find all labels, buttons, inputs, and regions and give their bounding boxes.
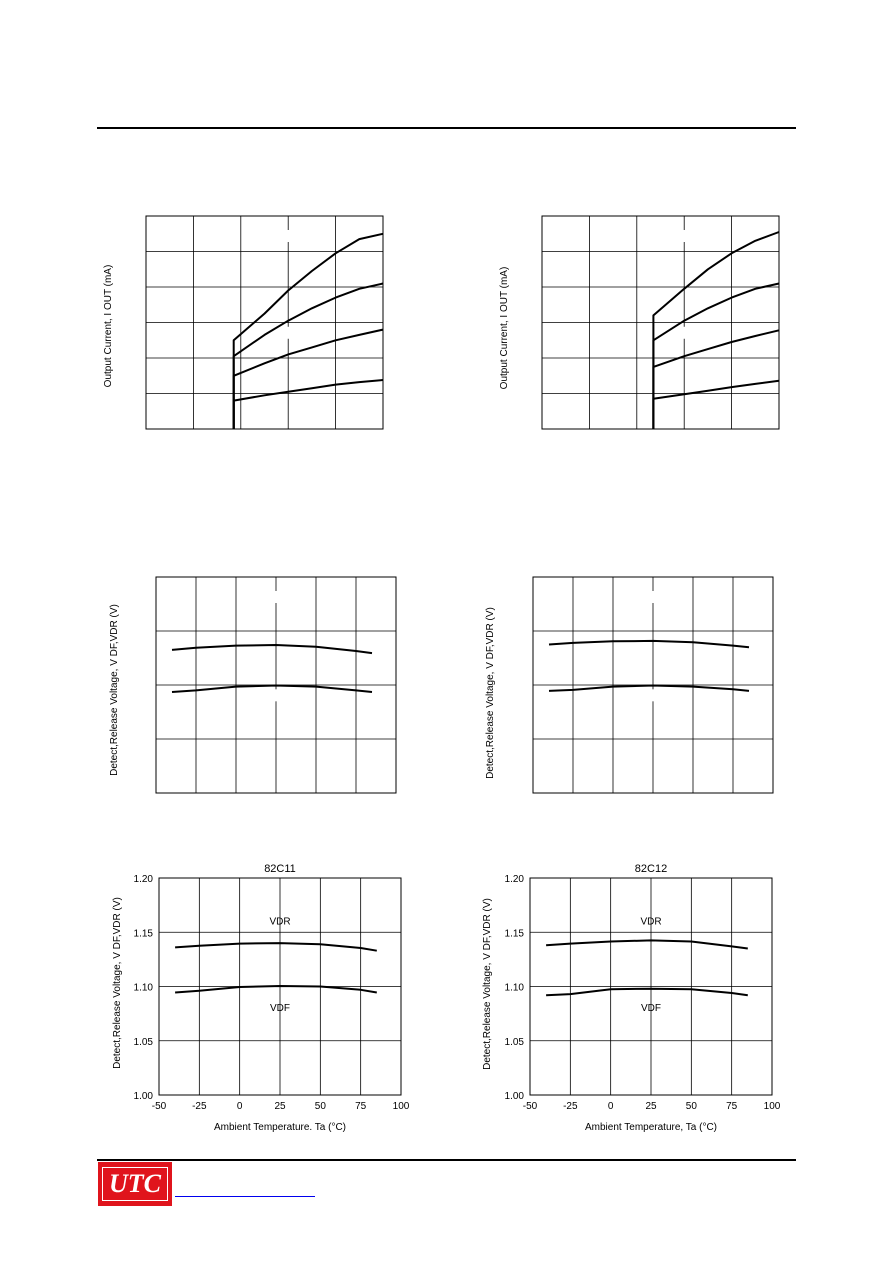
chart-1-break (285, 327, 291, 339)
chart-2-break (681, 230, 687, 242)
chart-1-series-3-line (234, 330, 383, 429)
chart-6-series-2-line (546, 989, 748, 996)
chart-6-x-tick-label: 75 (726, 1101, 738, 1112)
chart-3-break (273, 591, 279, 603)
chart-6-y-axis-label: Detect,Release Voltage, V DF,VDR (V) (482, 898, 493, 1070)
chart-3-break (273, 689, 279, 701)
chart-5-x-tick-label: 25 (274, 1101, 286, 1112)
chart-6-y-tick-label: 1.10 (504, 982, 524, 994)
chart-6-annotation: VDR (640, 916, 662, 928)
chart-4-break (650, 689, 656, 701)
chart-1-y-axis-label: Output Current, I OUT (mA) (103, 264, 114, 388)
chart-1-break (285, 230, 291, 242)
chart-2-series-4-line (653, 381, 779, 429)
chart-2-break (681, 327, 687, 339)
chart-6-series-1-line (546, 940, 748, 948)
chart-5-y-tick-label: 1.10 (133, 982, 153, 994)
website-link[interactable] (175, 1196, 315, 1197)
chart-6-y-tick-label: 1.00 (504, 1091, 524, 1102)
chart-6-x-tick-label: 50 (685, 1101, 697, 1112)
chart-6-x-tick-label: 100 (763, 1101, 781, 1112)
chart-5-annotation: VDR (269, 916, 291, 928)
utc-logo-text: UTC (109, 1169, 161, 1198)
chart-1-series-4-line (234, 380, 383, 429)
chart-3-y-axis-label: Detect,Release Voltage, V DF,VDR (V) (109, 604, 120, 776)
chart-5-series-2-line (175, 986, 377, 993)
chart-5-x-tick-label: -25 (192, 1101, 207, 1112)
chart-1-series-1-line (234, 234, 383, 429)
chart-5-title: 82C11 (264, 863, 296, 875)
chart-3-series-1-line (172, 645, 372, 653)
chart-6-y-tick-label: 1.15 (504, 928, 524, 940)
chart-5-x-tick-label: 50 (314, 1101, 326, 1112)
chart-5-y-tick-label: 1.20 (133, 874, 153, 885)
chart-6-annotation: VDF (641, 1003, 661, 1015)
chart-3-series-2-line (172, 686, 372, 693)
chart-5-x-tick-label: 75 (355, 1101, 367, 1112)
chart-4-y-axis-label: Detect,Release Voltage, V DF,VDR (V) (485, 607, 496, 779)
utc-logo-frame (102, 1167, 168, 1201)
chart-5-x-tick-label: 100 (392, 1101, 410, 1112)
chart-6-y-tick-label: 1.05 (504, 1036, 524, 1048)
utc-logo (98, 1162, 172, 1206)
chart-6-x-tick-label: -25 (563, 1101, 578, 1112)
chart-6-x-tick-label: 25 (645, 1101, 657, 1112)
chart-5-series-1-line (175, 943, 377, 951)
chart-4-series-2-line (549, 686, 749, 691)
chart-5-y-tick-label: 1.05 (133, 1036, 153, 1048)
chart-5-x-tick-label: -50 (151, 1101, 167, 1112)
chart-5-x-tick-label: 0 (236, 1101, 243, 1112)
chart-2-series-3-line (653, 330, 779, 429)
chart-6-x-tick-label: 0 (607, 1101, 614, 1112)
chart-6-title: 82C12 (634, 863, 668, 875)
chart-5-y-tick-label: 1.00 (133, 1091, 153, 1102)
chart-4-series-1-line (549, 641, 749, 647)
chart-5-y-axis-label: Detect,Release Voltage, V DF,VDR (V) (112, 897, 123, 1069)
chart-6-x-tick-label: -50 (522, 1101, 538, 1112)
chart-2-series-2-line (653, 284, 779, 430)
chart-5-y-tick-label: 1.15 (133, 928, 153, 940)
chart-1-series-2-line (234, 284, 383, 430)
chart-2-series-1-line (653, 232, 779, 429)
chart-6-y-tick-label: 1.20 (504, 874, 524, 885)
chart-5-x-axis-label: Ambient Temperature. Ta (°C) (213, 1122, 347, 1133)
chart-5-annotation: VDF (270, 1003, 290, 1015)
chart-6-x-axis-label: Ambient Temperature, Ta (°C) (584, 1122, 718, 1133)
chart-2-y-axis-label: Output Current, I OUT (mA) (499, 266, 510, 390)
chart-4-break (650, 591, 656, 603)
